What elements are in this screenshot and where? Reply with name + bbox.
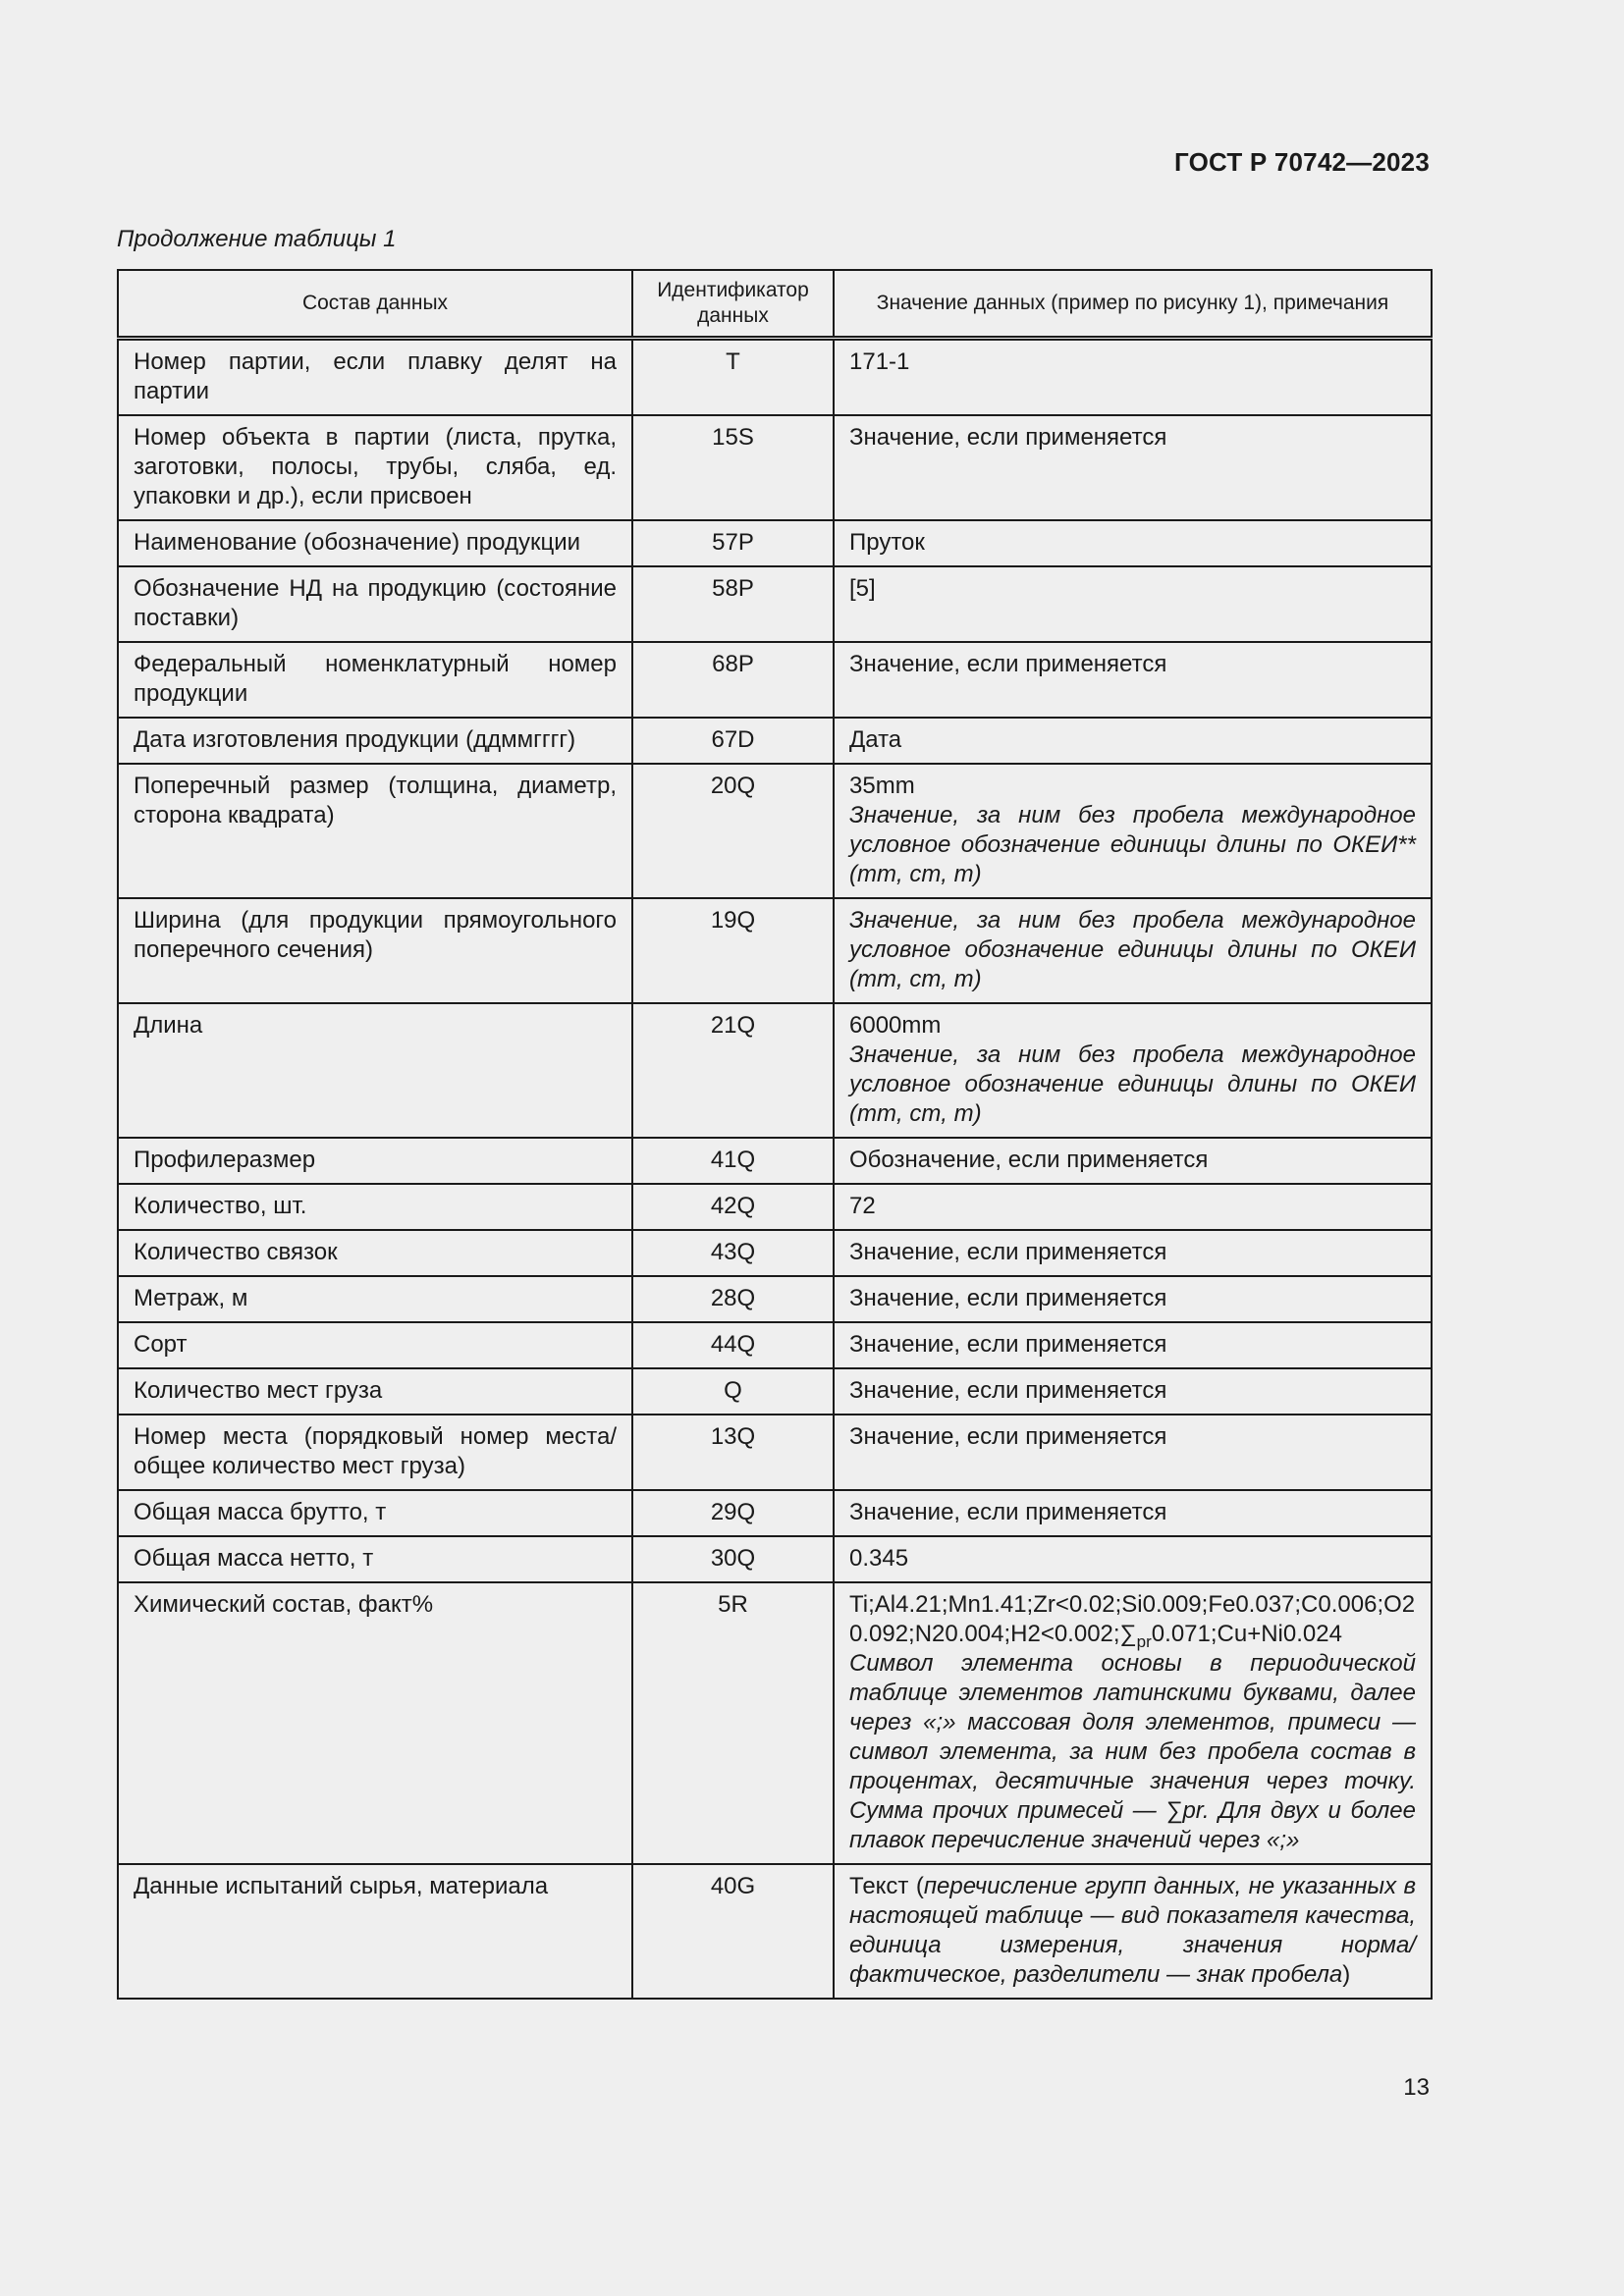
- table-caption: Продолжение таблицы 1: [117, 226, 397, 252]
- row-id: 21Q: [632, 1003, 834, 1138]
- row-id: 44Q: [632, 1322, 834, 1368]
- row-name: Общая масса брутто, т: [118, 1490, 632, 1536]
- page-number: 13: [1403, 2074, 1430, 2101]
- row-value: Значение, если применяется: [834, 1490, 1432, 1536]
- table-row: [118, 415, 1432, 520]
- table-row: [118, 1276, 1432, 1322]
- row-value-cell: [834, 764, 1432, 898]
- row-note: Символ элемента основы в периодической таблице элементов латинскими буквами, далее через «;» массовая доля элементов, примеси — символ элемента, за ним без пробела состав в процентах, десятичные значения через точку. Сумма прочих примесей — ∑pr. Для двух и более плавок перечисление значений через «;»: [849, 1650, 1416, 1853]
- row-note: Значение, за ним без пробела международное условное обозначение единицы длины по ОКЕИ (mm, cm, m): [849, 1041, 1416, 1127]
- value-text: Текст (: [849, 1873, 924, 1899]
- row-name: Количество мест груза: [118, 1368, 632, 1415]
- row-id: 42Q: [632, 1184, 834, 1230]
- row-id: 28Q: [632, 1276, 834, 1322]
- table-row: [118, 520, 1432, 566]
- table-row: [118, 1864, 1432, 1999]
- table-row: [118, 339, 1432, 416]
- row-name: Метраж, м: [118, 1276, 632, 1322]
- row-value: Значение, если применяется: [834, 1276, 1432, 1322]
- row-id: 13Q: [632, 1415, 834, 1490]
- row-value: Пруток: [834, 520, 1432, 566]
- row-name: Номер объекта в партии (листа, прутка, заготовки, полосы, трубы, сляба, ед. упаковки и др.), если присвоен: [118, 415, 632, 520]
- row-name: Номер партии, если плавку делят на партии: [118, 339, 632, 416]
- table-row: [118, 1536, 1432, 1582]
- row-id: 15S: [632, 415, 834, 520]
- row-name: Поперечный размер (толщина, диаметр, сторона квадрата): [118, 764, 632, 898]
- column-header: Идентификатор данных: [632, 270, 834, 339]
- formula-part: 0.071;Cu+Ni0.024: [1151, 1621, 1342, 1647]
- row-id: 57P: [632, 520, 834, 566]
- row-id: 29Q: [632, 1490, 834, 1536]
- row-name: Длина: [118, 1003, 632, 1138]
- row-value: Дата: [834, 718, 1432, 764]
- row-value-cell: [834, 1582, 1432, 1864]
- row-value-cell: [834, 898, 1432, 1003]
- table-row: [118, 1184, 1432, 1230]
- table-row: [118, 642, 1432, 718]
- row-value-cell: [834, 1003, 1432, 1138]
- row-name: Количество, шт.: [118, 1184, 632, 1230]
- row-id: 40G: [632, 1864, 834, 1999]
- row-id: Q: [632, 1368, 834, 1415]
- document-code: ГОСТ Р 70742—2023: [1174, 147, 1430, 177]
- table-row: [118, 898, 1432, 1003]
- table-row: [118, 718, 1432, 764]
- row-value: 171-1: [834, 339, 1432, 416]
- row-value: Значение, если применяется: [834, 642, 1432, 718]
- row-id: 43Q: [632, 1230, 834, 1276]
- row-value: Значение, если применяется: [834, 1230, 1432, 1276]
- column-header: Значение данных (пример по рисунку 1), примечания: [834, 270, 1432, 339]
- value-text: ): [1342, 1961, 1351, 1988]
- table-row: [118, 1415, 1432, 1490]
- row-value: [5]: [834, 566, 1432, 642]
- row-name: Сорт: [118, 1322, 632, 1368]
- table-row: [118, 1490, 1432, 1536]
- formula-part: Ti;Al4.21;Mn1.41;Zr<0.02;Si0.009;Fe0.037;C0.006;O20.092;N20.004;H2<0.002;∑: [849, 1591, 1416, 1647]
- row-value: Обозначение, если применяется: [834, 1138, 1432, 1184]
- row-name: Данные испытаний сырья, материала: [118, 1864, 632, 1999]
- table-row: [118, 764, 1432, 898]
- row-value: Значение, если применяется: [834, 1415, 1432, 1490]
- row-name: Профилеразмер: [118, 1138, 632, 1184]
- table-row: [118, 1322, 1432, 1368]
- row-name: Федеральный номенклатурный номер продукции: [118, 642, 632, 718]
- row-value: Значение, если применяется: [834, 415, 1432, 520]
- row-id: 5R: [632, 1582, 834, 1864]
- table-header-row: [118, 270, 1432, 339]
- row-note: Значение, за ним без пробела международное условное обозначение единицы длины по ОКЕИ** (mm, cm, m): [849, 802, 1416, 887]
- table-row: [118, 566, 1432, 642]
- data-table: [117, 269, 1433, 2000]
- value-note: перечисление групп данных, не указанных в настоящей таблице — вид показателя качества, единица измерения, значения норма/фактическое, разделители — знак пробела: [849, 1873, 1416, 1988]
- row-value: 6000mm: [849, 1012, 942, 1039]
- column-header: Состав данных: [118, 270, 632, 339]
- row-id: 68P: [632, 642, 834, 718]
- row-name: Количество связок: [118, 1230, 632, 1276]
- row-id: 19Q: [632, 898, 834, 1003]
- row-name: Обозначение НД на продукцию (состояние поставки): [118, 566, 632, 642]
- row-value-cell: [834, 1864, 1432, 1999]
- formula-subscript: pr: [1136, 1631, 1152, 1651]
- row-name: Дата изготовления продукции (ддммгггг): [118, 718, 632, 764]
- row-id: 30Q: [632, 1536, 834, 1582]
- row-value: 72: [834, 1184, 1432, 1230]
- table-row: [118, 1230, 1432, 1276]
- row-name: Общая масса нетто, т: [118, 1536, 632, 1582]
- row-name: Ширина (для продукции прямоугольного поперечного сечения): [118, 898, 632, 1003]
- row-value: 35mm: [849, 773, 915, 799]
- row-value: [849, 1872, 1416, 1990]
- row-id: 58P: [632, 566, 834, 642]
- row-id: 67D: [632, 718, 834, 764]
- row-id: 41Q: [632, 1138, 834, 1184]
- row-id: T: [632, 339, 834, 416]
- table-row: [118, 1138, 1432, 1184]
- chemical-formula: [849, 1590, 1416, 1649]
- table-row: [118, 1582, 1432, 1864]
- row-name: Наименование (обозначение) продукции: [118, 520, 632, 566]
- row-value: Значение, если применяется: [834, 1368, 1432, 1415]
- table-row: [118, 1368, 1432, 1415]
- row-id: 20Q: [632, 764, 834, 898]
- row-value: 0.345: [834, 1536, 1432, 1582]
- row-note: Значение, за ним без пробела международное условное обозначение единицы длины по ОКЕИ (mm, cm, m): [849, 907, 1416, 992]
- row-name: Химический состав, факт%: [118, 1582, 632, 1864]
- row-name: Номер места (порядковый номер места/общее количество мест груза): [118, 1415, 632, 1490]
- row-value: Значение, если применяется: [834, 1322, 1432, 1368]
- table-row: [118, 1003, 1432, 1138]
